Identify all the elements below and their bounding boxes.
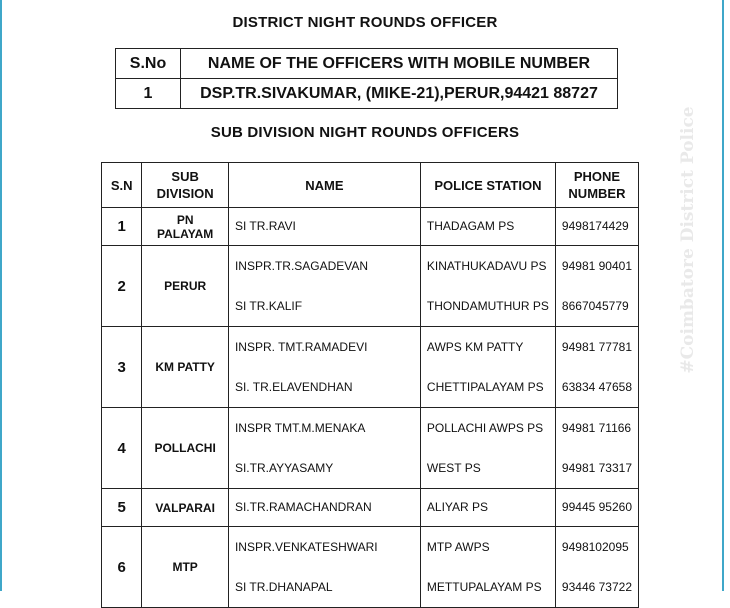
district-row-sno: 1 [116,79,181,109]
col-subdivision: SUB DIVISION [142,163,229,208]
phone-entry: 9498102095 [561,540,629,554]
row-stations [420,489,555,527]
col-name: NAME [228,163,420,208]
table-row [102,327,639,408]
name-entry: INSPR TMT.M.MENAKA [234,421,366,435]
station-entry: METTUPALAYAM PS [426,580,542,594]
table-row [102,246,639,327]
phone-entry: 99445 95260 [561,500,632,514]
row-subdivision: POLLACHI [142,408,229,489]
phone-entry: 9498174429 [561,219,629,233]
district-col-name: NAME OF THE OFFICERS WITH MOBILE NUMBER [181,49,618,79]
row-sn: 1 [102,208,142,246]
district-row-officer: DSP.TR.SIVAKUMAR, (MIKE-21),PERUR,94421 88727 [181,79,618,109]
row-sn: 5 [102,489,142,527]
phone-entry: 8667045779 [561,299,629,313]
name-entry: SI TR.KALIF [234,299,303,313]
table-row [102,489,639,527]
name-entry: SI.TR.RAMACHANDRAN [234,500,372,514]
district-heading: DISTRICT NIGHT ROUNDS OFFICER [232,14,498,31]
row-stations [420,527,555,608]
table-row [102,408,639,489]
row-sn: 6 [102,527,142,608]
table-row [102,527,639,608]
row-subdivision: KM PATTY [142,327,229,408]
phone-entry: 94981 73317 [561,461,632,475]
station-entry: KINATHUKADAVU PS [426,259,547,273]
row-sn: 2 [102,246,142,327]
row-phones [555,408,638,489]
station-entry: WEST PS [426,461,481,475]
row-sn: 4 [102,408,142,489]
row-names [228,527,420,608]
name-entry: INSPR. TMT.RAMADEVI [234,340,368,354]
phone-entry: 93446 73722 [561,580,632,594]
col-phone: PHONE NUMBER [555,163,638,208]
row-names [228,327,420,408]
row-subdivision: PERUR [142,246,229,327]
col-police-station: POLICE STATION [420,163,555,208]
row-subdivision: VALPARAI [142,489,229,527]
watermark-text: #Coimbatore District Police [678,106,698,374]
page-border-right [722,0,724,591]
station-entry: AWPS KM PATTY [426,340,524,354]
station-entry: MTP AWPS [426,540,490,554]
row-phones [555,327,638,408]
row-subdivision: MTP [142,527,229,608]
station-entry: POLLACHI AWPS PS [426,421,544,435]
district-header-row [116,49,618,79]
name-entry: INSPR.TR.SAGADEVAN [234,259,369,273]
row-sn: 3 [102,327,142,408]
phone-entry: 94981 90401 [561,259,632,273]
table-row [102,208,639,246]
station-entry: THADAGAM PS [426,219,515,233]
subdivision-officers-table [101,162,639,608]
district-data-row [116,79,618,109]
row-phones [555,527,638,608]
phone-entry: 63834 47658 [561,380,632,394]
phone-entry: 94981 71166 [561,421,632,435]
row-stations [420,246,555,327]
row-phones [555,246,638,327]
col-sn: S.N [102,163,142,208]
subdivision-heading: SUB DIVISION NIGHT ROUNDS OFFICERS [210,124,520,141]
table-body [102,208,639,608]
name-entry: SI TR.DHANAPAL [234,580,333,594]
phone-entry: 94981 77781 [561,340,632,354]
row-phones [555,489,638,527]
row-subdivision: PN PALAYAM [142,208,229,246]
row-names [228,489,420,527]
station-entry: THONDAMUTHUR PS [426,299,549,313]
name-entry: INSPR.VENKATESHWARI [234,540,378,554]
table-header-row [102,163,639,208]
district-col-sno: S.No [116,49,181,79]
district-officer-table [115,48,618,109]
station-entry: ALIYAR PS [426,500,489,514]
page-border-left [0,0,2,591]
row-stations [420,408,555,489]
row-names [228,408,420,489]
row-names [228,246,420,327]
name-entry: SI TR.RAVI [234,219,296,233]
row-stations [420,208,555,246]
row-phones [555,208,638,246]
row-names [228,208,420,246]
station-entry: CHETTIPALAYAM PS [426,380,544,394]
name-entry: SI. TR.ELAVENDHAN [234,380,353,394]
row-stations [420,327,555,408]
name-entry: SI.TR.AYYASAMY [234,461,334,475]
